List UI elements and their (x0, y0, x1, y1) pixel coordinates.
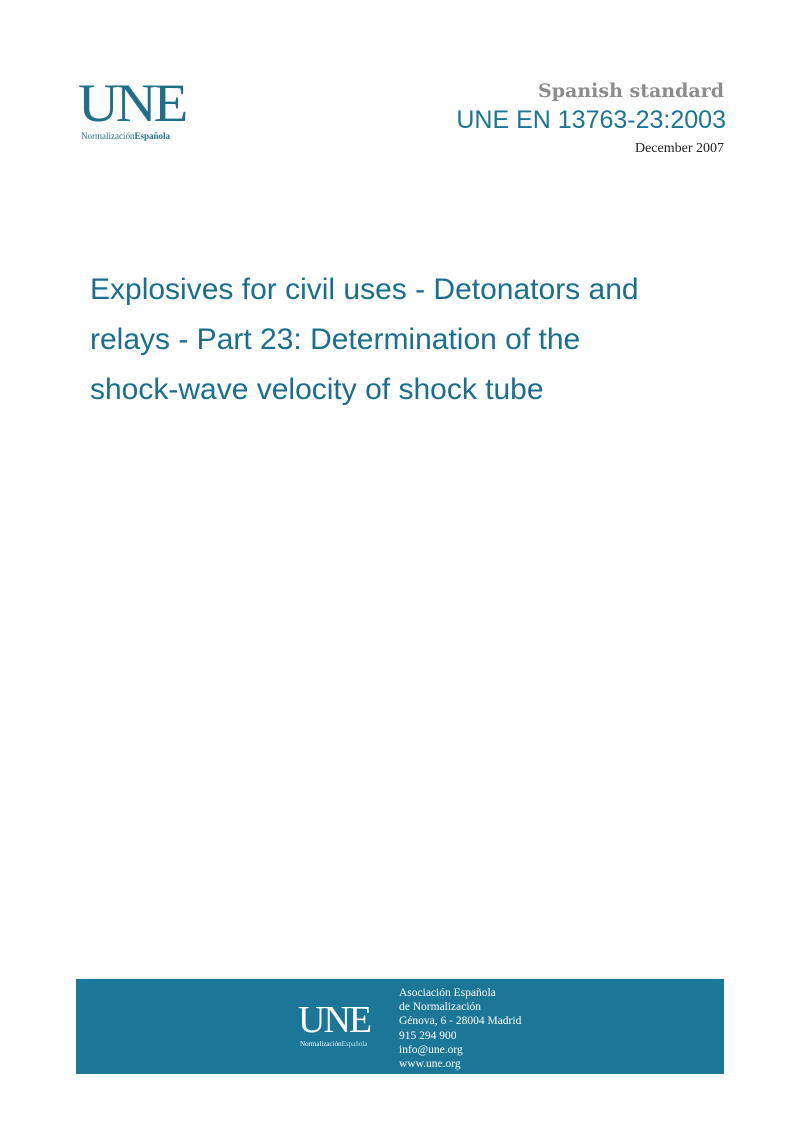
tagline-part-2: Española (134, 131, 171, 141)
une-logo (78, 73, 198, 146)
org-email: info@une.org (399, 1043, 463, 1056)
document-title (90, 265, 710, 415)
une-logo-wordmark: UNE (78, 73, 186, 133)
title-line-2: relays - Part 23: Determination of the (90, 323, 581, 356)
document-date: December 2007 (634, 141, 724, 156)
footer-tagline-part-2: Española (341, 1040, 368, 1048)
footer-contact-block (399, 986, 521, 1071)
org-website: www.une.org (399, 1058, 461, 1071)
org-address: Génova, 6 - 28004 Madrid (399, 1015, 522, 1028)
footer-logo-tagline (300, 1040, 367, 1048)
footer-logo-wordmark: UNE (298, 999, 371, 1041)
title-line-3: shock-wave velocity of shock tube (90, 373, 544, 406)
document-code: UNE EN 13763-23:2003 (456, 106, 726, 134)
footer-band (76, 979, 724, 1074)
document-kind: Spanish standard (538, 80, 724, 102)
une-logo-tagline (81, 131, 170, 141)
org-phone: 915 294 900 (399, 1029, 457, 1042)
document-header (456, 78, 724, 160)
tagline-part-1: Normalización (81, 131, 135, 141)
footer-une-logo (298, 1000, 382, 1050)
org-name-line-1: Asociación Española (399, 987, 496, 999)
title-line-1: Explosives for civil uses - Detonators and (90, 273, 639, 306)
footer-tagline-part-1: Normalización (300, 1040, 342, 1048)
org-name-line-2: de Normalización (399, 1001, 482, 1014)
